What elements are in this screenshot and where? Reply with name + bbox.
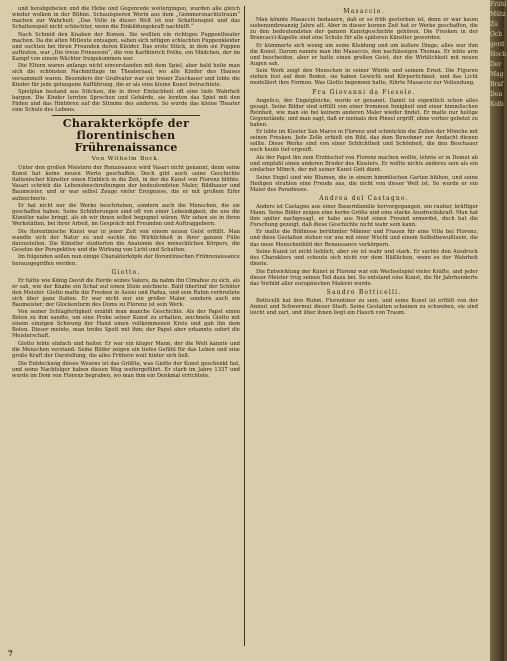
paragraph: Er malte die Bildnisse berühmter Männer und Frauen für eine Villa bei Florenz, und diese Gestalten stehen vor uns mit einer Wucht und einem Selbstbewußtsein, die das neue Menschenbild der Renaissance verkörpern. xyxy=(250,229,478,248)
paragraph: Im folgenden sollen nun einige Charakterköpfe der florentinischen Frührenaissance herausgegriffen werden. xyxy=(12,254,240,267)
article-title: Charakterköpfe der florentinischen xyxy=(62,117,190,143)
paragraph: Er hätte wie König David die Herde seines Vaters, da nahm ihn Cimabue zu sich, als er sah, wie der Knabe ein Schaf auf einen Stein zeichnete. Bald übertraf der Schüler den Meister. Giotto malte die Fresken in Assisi und Padua, und sein Ruhm verbreitete sich über ganz Italien. Er war nicht nur ein großer Maler, sondern auch ein Baumeister; der Glockenturm des Doms zu Florenz ist sein Werk. xyxy=(12,277,240,308)
paragraph: Er lebte im Kloster San Marco in Florenz und schmückte die Zellen der Mönche mit seinen Fresken. Jede Zelle erhielt ein Bild, das dem Bewohner zur Andacht dienen sollte. Diese Werke sind von einer Schlichtheit und Schönheit, die den Beschauer noch heute tief ergreift. xyxy=(250,129,478,154)
section-heading-botticelli: Sandro Botticelli. xyxy=(326,288,402,296)
paragraph: Seine Kunst ist nicht lieblich, aber sie ist wahr und stark. Er suchte den Ausdruck des Charakters und scheute sich nicht vor dem Häßlichen, wenn es der Wahrheit diente. xyxy=(250,249,478,268)
right-column xyxy=(250,6,478,317)
paragraph: Von seiner Schlagfertigkeit erzählt man manche Geschichte. Als der Papst einen Boten zu ihm sandte, um eine Probe seiner Kunst zu erhalten, zeichnete Giotto mit einem einzigen Schwung der Hand einen vollkommenen Kreis und gab ihn dem Boten. Dieser meinte, man treibe Spott mit ihm; der Papst aber erkannte sofort die Meisterschaft. xyxy=(12,309,240,340)
section-heading-fiesole: Fra Giovanni da Fiesole. xyxy=(312,88,416,96)
paragraph: Giotto lebte einfach und heiter. Er war ein kluger Mann, der die Welt kannte und die Menschen verstand. Seine Bilder zeigen ein tiefes Gefühl für das Leben und eine große Kraft der Darstellung, die alles Frühere weit hinter sich ließ. xyxy=(12,341,240,360)
paragraph: Er hat nicht nur die Werke beschrieben, sondern auch die Menschen, die sie geschaffen haben. Seine Schilderungen sind oft von einer Lebendigkeit, die uns die Künstler nahe bringt, als ob wir ihnen selbst begegnet wären. Wir sehen sie in ihren Werkstätten, bei ihrer Arbeit, im Gespräch mit Freunden und Auftraggebern. xyxy=(12,203,240,228)
paragraph: Sein Werk zeigt den Menschen in seiner Würde und seinem Ernst. Die Figuren stehen fest auf dem Boden, sie haben Gewicht und Körperlichkeit, und das Licht modelliert ihre Formen. Was Giotto begonnen hatte, führte Masaccio zur Vollendung. xyxy=(250,68,478,87)
paragraph: Botticelli hat den Ruhm, Florentiner zu sein, und seine Kunst ist erfüllt von der Anmut und Schwermut dieser Stadt. Seine Gestalten scheinen zu schweben, sie sind leicht und zart, und über ihnen liegt ein Hauch von Traum. xyxy=(250,297,478,316)
paragraph: Man könnte Masaccio bedauern, daß er so früh gestorben ist, denn er war kaum siebenundzwanzig Jahre alt. Aber in dieser kurzen Zeit hat er Werke geschaffen, die zu den bedeutendsten der ganzen Kunstgeschichte gehören. Die Fresken in der Brancacci-Kapelle sind eine Schule für alle späteren Künstler geworden. xyxy=(250,17,478,42)
paragraph: Die Entdeckung dieses Wesens ist das Größte, was Giotto der Kunst geschenkt hat, und seine Nachfolger haben diesen Weg weitergeführt. Er starb im Jahre 1337 und wurde im Dom von Florenz begraben, wo man ihm ein Denkmal errichtete. xyxy=(12,360,240,379)
divider xyxy=(52,115,200,116)
section-heading-masaccio: Masaccio. xyxy=(343,8,385,15)
adjacent-page-edge xyxy=(490,0,507,661)
paragraph: Die Entwicklung der Kunst in Florenz war ein Wechselspiel vieler Kräfte, und jeder dieser Meister trug seinen Teil dazu bei. So entstand eine Kunst, die für Jahrhunderte das Vorbild aller europäischen Malerei wurde. xyxy=(250,268,478,287)
paragraph: und herabgebeten und die Hebe und Gegenrede weitergingen, wurden alle gleich wieder wolken in der Bühne. Schaulspieren Worin aus dem „Gemmersnachtstraum“ machen zur Wahrheit: „Das Volle in dieser Welt ist nur Schattenspiel und das Schattenspiel nicht schlechter, wenn die Einbildungskraft nachhilft.“ xyxy=(12,6,240,31)
paragraph: Anders ist Castagno aus einer Bauernfamilie hervorgegangen, ein rauher, kräftiger Mann. Seine Bilder zeigen eine herbe Größe und eine starke Ausdruckskraft. Man hat ihm später nachgesagt, er habe aus Neid einen Freund ermordet, doch hat die Forschung gezeigt, daß diese Geschichte nicht wahr sein kann. xyxy=(250,203,478,228)
paragraph: Als der Papst ihn zum Erzbischof von Florenz machen wollte, lehnte er in Demut ab und empfahl einen anderen Bruder des Klosters. Er wollte nichts anderes sein als ein einfacher Mönch, der mit seiner Kunst Gott dient. xyxy=(250,154,478,174)
page-number: 7 xyxy=(8,649,13,658)
paragraph: Seine Engel sind wie Blumen, die in einem himmlischen Garten blühen, und seine Heiligen strahlen eine Freude aus, die nicht von dieser Welt ist. So wurde er ein Maler des Paradieses. xyxy=(250,174,478,193)
byline: Von Wilhelm Bock. xyxy=(91,156,161,163)
paragraph: Nach Schmid den Knaben der Komen. Sie wollten ein richtiges Puppentheater machen. Da die alten Mitleute entsagen, sahen sich nötigen schlechten Puppenkleider und suchten bei ihren Freunden deren Kleider. Das erste Stück, in dem sie Puppen auftraten, war „Die treue Prinzessin“, die von Karlhinrich Pothe, ein Mädchen, der im Kampf von einem Wächter freigekommen war. xyxy=(12,31,240,62)
paragraph: Die Eltern waren anfangs nicht einverstanden mit dem Spiel, aber bald holte man sich die schönsten Nachmittage im Theatersaal, wo alle Kinder des Hauses versammelt waren. Besonders der Großvater war ein treuer Zuschauer und lobte die Kinder für jede gelungene Aufführung, die er als eine kleine Kunst betrachtete. xyxy=(12,63,240,88)
paragraph: Er kümmerte sich wenig um seine Kleidung und um äußere Dinge; alles war ihm die Kunst. Darum nannte man ihn Masaccio, den nachlässigen Thomas. Er lebte arm und bescheiden, aber er hatte einen großen Geist, der die Wirklichkeit mit neuen Augen sah. xyxy=(250,42,478,67)
paragraph: Unter den großen Meistern der Renaissance wird Vasari nicht genannt, denn seine Kunst hat keine neuen Werte geschaffen. Doch gibt auch seine Geschichte italienischer Künstler einen Einblick in die Zeit, in der die Kunst von Florenz blühte. Vasari schrieb die Lebensbeschreibungen der bedeutendsten Maler, Bildhauer und Baumeister, und er war selbst Zeuge vieler Ereignisse, die er mit großem Eifer aufzeichnete. xyxy=(12,165,240,202)
paragraph: Angelico, der Engelgleiche, wurde er genannt. Damit ist eigentlich schon alles gesagt. Seine Bilder sind erfüllt von einer frommen Innigkeit und einer himmlischen Reinheit, wie man sie bei keinem anderen Maler wieder findet. Er malte nur heilige Gegenstände, und man sagt, daß er niemals den Pinsel ergriff, ohne vorher gebetet zu haben. xyxy=(250,97,478,128)
section-heading-giotto: Giotto. xyxy=(111,268,141,276)
left-column xyxy=(12,6,240,380)
article-title-line2: Frührenaissance xyxy=(74,141,178,155)
edge-text: Frühl Mütz Zu Och gerd Hoch Der Mag Braf Den Kolb xyxy=(490,1,507,108)
paragraph: Spielplan bestand aus Stücken, die in ihrer Einfachheit oft eine tiefe Wahrheit bargen. Die Kinder lernten Sprechen und Gebärde, sie lernten das Spiel mit den Fäden und das Hinhören auf die Stimme des anderen. So wurde das kleine Theater eine Schule des Lebens. xyxy=(12,89,240,114)
paragraph: Die florentinische Kunst war in jener Zeit von einem neuen Geist erfüllt. Man wandte sich der Natur zu und suchte die Wirklichkeit in ihrer ganzen Fülle darzustellen. Die Künstler studierten die Anatomie des menschlichen Körpers, die Gesetze der Perspektive und die Wirkung von Licht und Schatten. xyxy=(12,228,240,253)
column-rule xyxy=(244,6,245,646)
section-heading-castagno: Andrea del Castagno. xyxy=(319,194,409,202)
